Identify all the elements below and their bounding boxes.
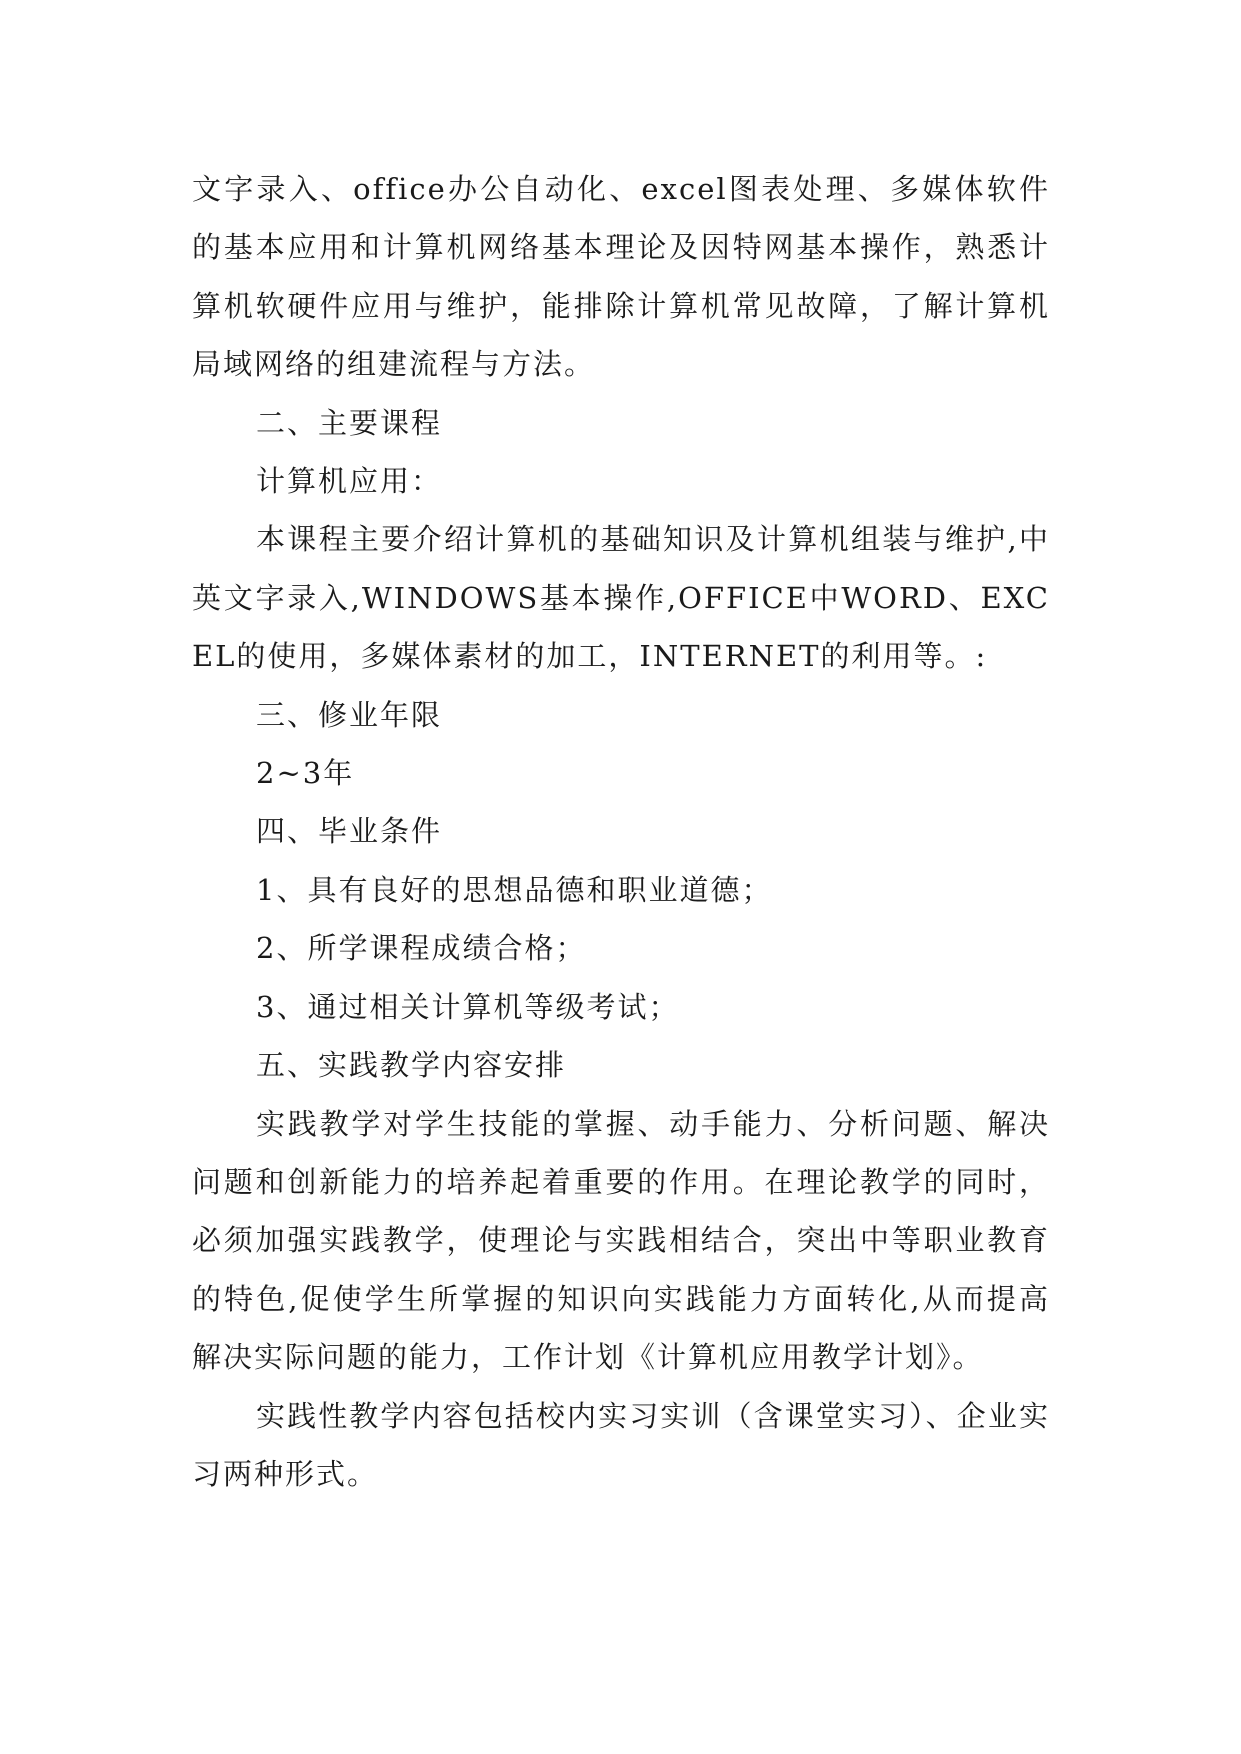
document-body (192, 160, 1050, 1503)
paragraph-practice-forms: 实践性教学内容包括校内实习实训（含课堂实习）、企业实习两种形式。 (192, 1398, 1050, 1491)
subheading-computer-application: 计算机应用： (256, 464, 443, 499)
heading-study-duration: 三、修业年限 (256, 697, 443, 732)
list-item-requirement-3: 3、通过相关计算机等级考试； (256, 989, 680, 1024)
paragraph-course-description: 本课程主要介绍计算机的基础知识及计算机组装与维护,中英文字录入,WINDOWS基本操作,OFFICE中WORD、EXCEL的使用，多媒体素材的加工，INTERNET的利用等。: (192, 522, 1050, 674)
paragraph-intro-continued: 文字录入、office办公自动化、excel图表处理、多媒体软件的基本应用和计算机网络基本理论及因特网基本操作，熟悉计算机软硬件应用与维护，能排除计算机常见故障，了解计算机局域网络的组建流程与方法。 (192, 172, 1050, 382)
list-item-requirement-1: 1、具有良好的思想品德和职业道德； (256, 872, 773, 907)
list-item-requirement-2: 2、所学课程成绩合格； (256, 931, 587, 966)
heading-main-courses: 二、主要课程 (256, 405, 443, 440)
heading-practice-teaching: 五、实践教学内容安排 (256, 1048, 567, 1083)
paragraph-practice-importance: 实践教学对学生技能的掌握、动手能力、分析问题、解决问题和创新能力的培养起着重要的作用。在理论教学的同时，必须加强实践教学，使理论与实践相结合，突出中等职业教育的特色,促使学生所掌握的知识向实践能力方面转化,从而提高解决实际问题的能力，工作计划《计算机应用教学计划》。 (192, 1106, 1050, 1375)
paragraph-duration-value: 2~3年 (256, 756, 355, 791)
heading-graduation-requirements: 四、毕业条件 (256, 814, 443, 849)
